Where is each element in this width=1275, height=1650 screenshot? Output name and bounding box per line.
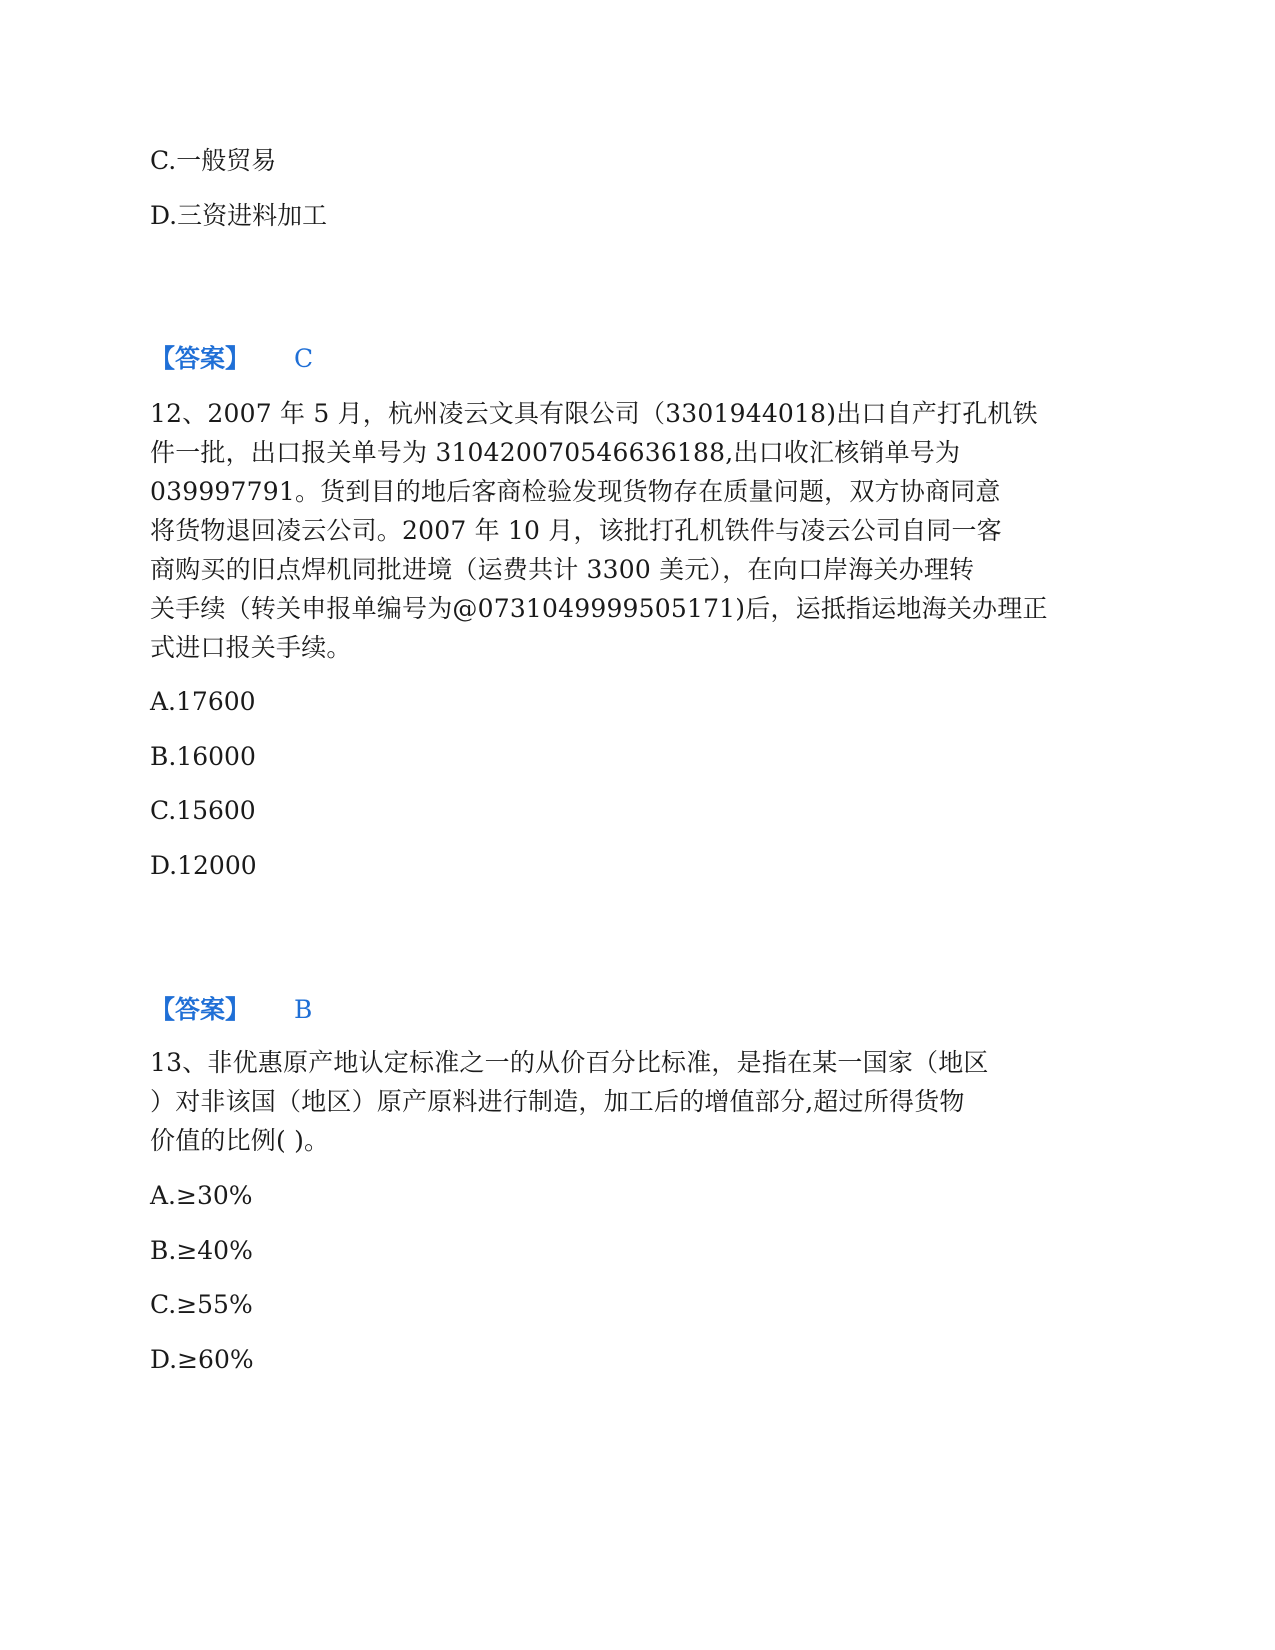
q12-answer [150, 995, 312, 1025]
q12-text-line-6: 关手续（转关申报单编号为@0731049999505171)后，运抵指运地海关办理正 [150, 594, 1048, 623]
q12-option-c [150, 796, 256, 826]
q12-text-line-5: 商购买的旧点焊机同批进境（运费共计 3300 美元），在向口岸海关办理转 [150, 555, 975, 584]
q12-option-b-text: 16000 [176, 742, 256, 771]
q12-option-d-letter: D. [150, 851, 178, 880]
q11-option-d-text: 三资进料加工 [177, 201, 328, 230]
q11-answer-label: 【答案】 [150, 344, 251, 373]
q13-text-line-1: 13、非优惠原产地认定标准之一的从价百分比标准，是指在某一国家（地区 [150, 1048, 989, 1077]
q12-option-d-text: 12000 [177, 851, 257, 880]
q12-text-line-1: 12、2007 年 5 月，杭州凌云文具有限公司（3301944018)出口自产打孔机铁 [150, 399, 1038, 428]
q13-text-line-3: 价值的比例( )。 [150, 1126, 330, 1155]
q13-text-line-2: ）对非该国（地区）原产原料进行制造，加工后的增值部分,超过所得货物 [150, 1087, 965, 1116]
q12-text-line-7: 式进口报关手续。 [150, 633, 352, 662]
q11-option-c-letter: C. [150, 146, 177, 175]
q12-option-a [150, 687, 256, 717]
q12-option-d [150, 851, 257, 881]
q12-option-b-letter: B. [150, 742, 177, 771]
q11-option-c [150, 146, 276, 176]
q13-option-d-text: ≥60% [177, 1345, 254, 1374]
q13-option-c-letter: C. [150, 1290, 177, 1319]
q13-option-b-letter: B. [150, 1236, 177, 1265]
q13-option-d-letter: D. [150, 1345, 178, 1374]
q12-option-a-letter: A. [150, 687, 177, 716]
q12-option-b [150, 742, 256, 772]
q13-option-c-text: ≥55% [176, 1290, 253, 1319]
q11-option-d [150, 201, 327, 231]
q12-text-line-2: 件一批，出口报关单号为 310420070546636188,出口收汇核销单号为 [150, 438, 961, 467]
q12-option-a-text: 17600 [176, 687, 256, 716]
q12-option-c-letter: C. [150, 796, 177, 825]
q13-option-a-text: ≥30% [176, 1181, 253, 1210]
q13-option-b [150, 1236, 253, 1266]
q13-option-a [150, 1181, 253, 1211]
q13-option-a-letter: A. [150, 1181, 177, 1210]
q12-text-line-4: 将货物退回凌云公司。2007 年 10 月，该批打孔机铁件与凌云公司自同一客 [150, 516, 1002, 545]
q12-answer-label: 【答案】 [150, 995, 251, 1024]
q11-answer [150, 344, 313, 374]
q13-option-d [150, 1345, 254, 1375]
q13-option-c [150, 1290, 253, 1320]
q11-option-d-letter: D. [150, 201, 178, 230]
q11-answer-value: C [294, 344, 314, 373]
q13-option-b-text: ≥40% [176, 1236, 253, 1265]
q12-option-c-text: 15600 [176, 796, 256, 825]
q12-text-line-3: 039997791。货到目的地后客商检验发现货物存在质量问题，双方协商同意 [150, 477, 1001, 506]
q12-answer-value: B [294, 995, 313, 1024]
q11-option-c-text: 一般贸易 [176, 146, 277, 175]
